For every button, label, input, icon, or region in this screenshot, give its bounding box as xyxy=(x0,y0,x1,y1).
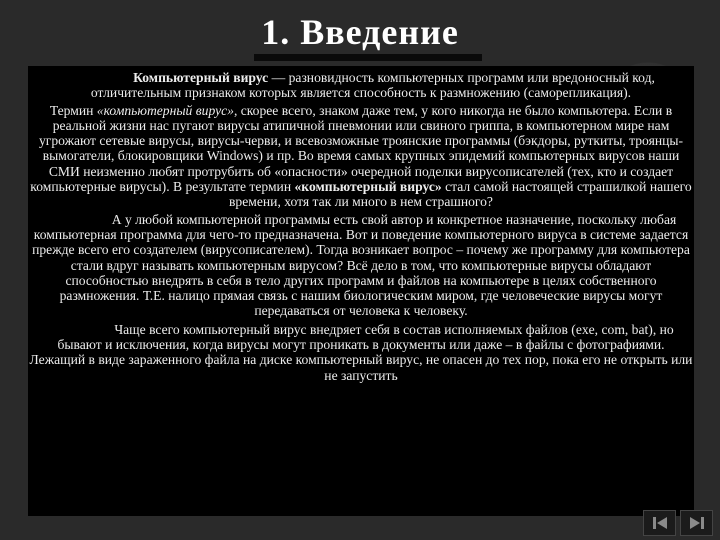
term-usage-italic-term: «компьютерный вирус» xyxy=(96,102,234,118)
skip-to-first-icon xyxy=(651,515,669,531)
author-purpose-text: А у любой компьютерной программы есть свой автор и конкретное назначение, поскольку любая компьютерная программа для чего-то предназначена. Вот и поведение компьютерного вируса в системе задается прежде всего его создателем (вирусописателем). Тогда возникает вопрос – почему же программу для компьютера стали вдруг называть компьютерным вирусом? Всё дело в том, что компьютерные вирусы обладают способностью внедрять в себя в тело других программ и файлов на компьютере в целях собственного размножения. Т.Е. налицо прямая связь с нашим биологическим миром, где человеческие вирусы могут передаваться от человека к человеку. xyxy=(32,211,690,319)
paragraph-author-purpose xyxy=(28,212,694,319)
term-usage-text-a: Термин xyxy=(49,102,97,118)
infection-text: Чаще всего компьютерный вирус внедряет себя в состав исполняемых файлов (exe, com, bat), но бывают и исключения, когда вирусы могут проникать в документы или даже – в файлы с фотографиями. Лежащий в виде зараженного файла на диске компьютерный вирус, не опасен до тех пор, пока его не открыть или не запустить xyxy=(29,321,693,383)
term-usage-text-e: стал самой настоящей страшилкой нашего времени, хотя так ли много в нем страшного? xyxy=(229,179,692,210)
paragraph-term-usage xyxy=(28,103,694,210)
slide-navigation xyxy=(643,510,713,536)
definition-term: Компьютерный вирус xyxy=(133,70,269,85)
definition-text: — разновидность компьютерных программ или вредоносный код, отличительным признаком которых является способность к размножению (саморепликация). xyxy=(90,70,655,101)
title-bar xyxy=(0,0,720,62)
paragraph-definition xyxy=(28,66,694,101)
term-usage-text-c: , скорее всего, знаком даже тем, у кого никогда не было компьютера. Если в реальной жизни нас пугают вирусы атипичной пневмонии или свиного гриппа, в компьютерном мире нам угрожают сетевые вирусы, вирусы-черви, и всевозможные троянские программы (бэкдоры, руткиты, троянцы-вымогатели, блокировщики Windows) и пр. Во время самых крупных эпидемий компьютерных вирусов наши СМИ неизменно любят протрубить об «опасности» очередной поделки вирусописателей (тех, кто и создает компьютерные вирусы). В результате термин xyxy=(30,102,684,195)
slide-content xyxy=(28,66,694,516)
skip-to-last-icon xyxy=(688,515,706,531)
paragraph-infection xyxy=(28,322,694,383)
term-usage-bold-term: «компьютерный вирус» xyxy=(294,179,442,195)
first-slide-button[interactable] xyxy=(643,510,676,536)
slide-title: 1. Введение xyxy=(261,12,459,52)
last-slide-button[interactable] xyxy=(680,510,713,536)
title-underline xyxy=(254,54,482,61)
